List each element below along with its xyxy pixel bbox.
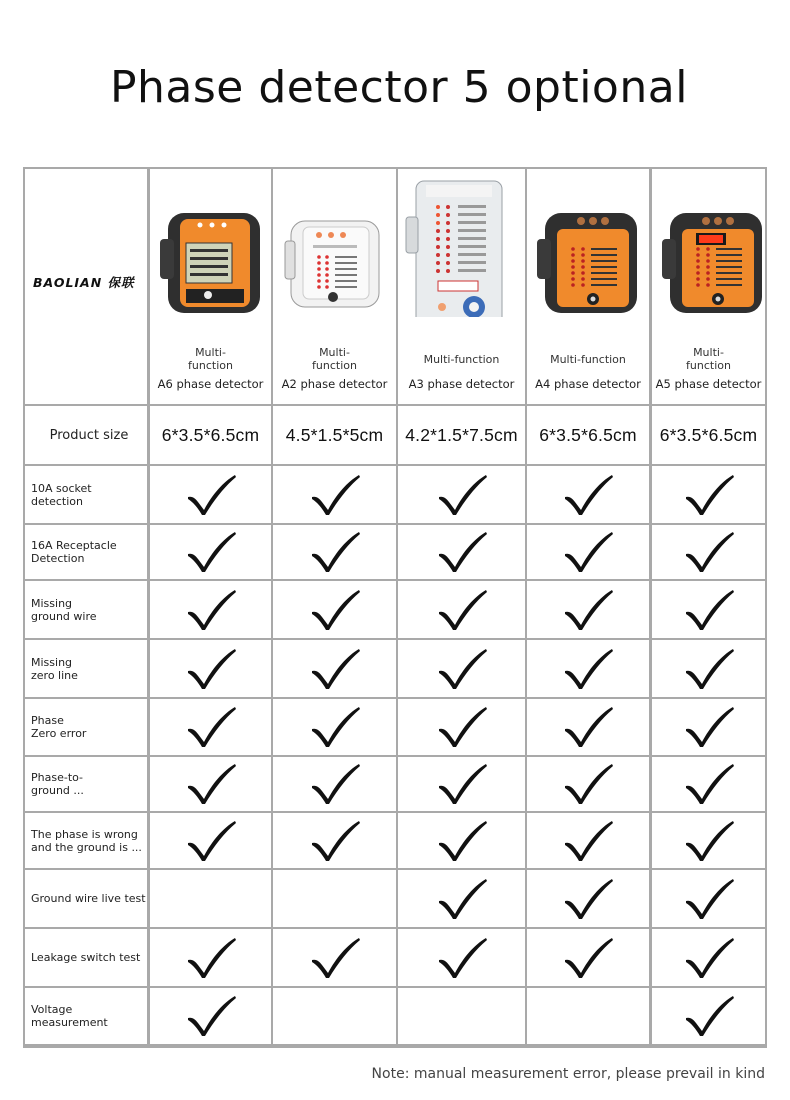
product-name: A4 phase detector — [535, 377, 641, 391]
feature-cell — [652, 581, 765, 638]
checkmark-icon — [562, 819, 614, 863]
feature-cell — [398, 870, 525, 927]
product-header-2 — [273, 169, 396, 404]
feature-cell — [527, 870, 649, 927]
feature-cell — [652, 466, 765, 523]
feature-cell — [527, 757, 649, 811]
checkmark-icon — [562, 936, 614, 980]
feature-cell — [398, 466, 525, 523]
checkmark-icon — [309, 936, 361, 980]
checkmark-icon — [562, 588, 614, 632]
feature-cell — [652, 757, 765, 811]
checkmark-icon — [683, 473, 735, 517]
feature-cell — [150, 988, 271, 1044]
feature-cell — [652, 699, 765, 755]
feature-cell — [273, 813, 396, 868]
feature-cell — [652, 813, 765, 868]
checkmark-icon — [683, 819, 735, 863]
checkmark-icon — [562, 705, 614, 749]
checkmark-icon — [562, 762, 614, 806]
product-description: Multi- function — [312, 346, 357, 372]
feature-cell — [398, 813, 525, 868]
feature-cell — [527, 699, 649, 755]
feature-label: 16A Receptacle Detection — [25, 525, 147, 579]
checkmark-icon — [562, 877, 614, 921]
feature-label: The phase is wrong and the ground is ... — [25, 813, 147, 868]
product-description: Multi-function — [550, 353, 626, 366]
feature-cell — [273, 870, 396, 927]
checkmark-icon — [309, 588, 361, 632]
checkmark-icon — [185, 530, 237, 574]
product-header-1 — [150, 169, 271, 404]
checkmark-icon — [436, 762, 488, 806]
checkmark-icon — [185, 473, 237, 517]
feature-cell — [527, 525, 649, 579]
feature-cell — [273, 988, 396, 1044]
feature-cell — [527, 581, 649, 638]
checkmark-icon — [683, 877, 735, 921]
product-description: Multi- function — [686, 346, 731, 372]
checkmark-icon — [683, 647, 735, 691]
page-title: Phase detector 5 optional — [110, 62, 688, 113]
feature-label: Ground wire live test — [25, 870, 147, 927]
product-image — [275, 177, 393, 317]
product-size-label: Product size — [25, 406, 147, 464]
checkmark-icon — [436, 647, 488, 691]
feature-cell — [273, 699, 396, 755]
feature-cell — [150, 757, 271, 811]
checkmark-icon — [185, 705, 237, 749]
checkmark-icon — [683, 588, 735, 632]
checkmark-icon — [309, 705, 361, 749]
feature-cell — [150, 870, 271, 927]
product-size-value: 6*3.5*6.5cm — [652, 406, 765, 464]
checkmark-icon — [683, 705, 735, 749]
product-image — [654, 177, 765, 317]
feature-cell — [150, 581, 271, 638]
checkmark-icon — [436, 936, 488, 980]
feature-cell — [150, 525, 271, 579]
checkmark-icon — [562, 473, 614, 517]
checkmark-icon — [185, 762, 237, 806]
footnote: Note: manual measurement error, please prevail in kind — [371, 1066, 765, 1082]
feature-cell — [273, 757, 396, 811]
product-image — [400, 177, 518, 317]
feature-label: Voltage measurement — [25, 988, 147, 1044]
feature-label: Missing ground wire — [25, 581, 147, 638]
product-header-5 — [652, 169, 765, 404]
checkmark-icon — [436, 530, 488, 574]
product-image — [152, 177, 270, 317]
product-name: A5 phase detector — [655, 377, 762, 391]
product-header-3 — [398, 169, 525, 404]
checkmark-icon — [436, 588, 488, 632]
feature-cell — [652, 640, 765, 697]
feature-cell — [652, 870, 765, 927]
checkmark-icon — [185, 588, 237, 632]
feature-cell — [273, 525, 396, 579]
feature-cell — [273, 929, 396, 986]
checkmark-icon — [185, 647, 237, 691]
product-size-value: 6*3.5*6.5cm — [150, 406, 271, 464]
checkmark-icon — [436, 819, 488, 863]
product-name: A2 phase detector — [281, 377, 388, 391]
checkmark-icon — [436, 705, 488, 749]
feature-cell — [527, 813, 649, 868]
checkmark-icon — [309, 819, 361, 863]
product-description: Multi-function — [423, 353, 500, 366]
feature-cell — [527, 988, 649, 1044]
checkmark-icon — [683, 530, 735, 574]
product-name: A6 phase detector — [157, 377, 264, 391]
checkmark-icon — [562, 530, 614, 574]
feature-cell — [150, 929, 271, 986]
feature-cell — [652, 988, 765, 1044]
feature-cell — [398, 525, 525, 579]
feature-label: Phase-to- ground ... — [25, 757, 147, 811]
feature-cell — [398, 988, 525, 1044]
checkmark-icon — [185, 994, 237, 1038]
product-size-value: 6*3.5*6.5cm — [527, 406, 649, 464]
checkmark-icon — [309, 647, 361, 691]
feature-cell — [150, 813, 271, 868]
feature-label: Leakage switch test — [25, 929, 147, 986]
checkmark-icon — [185, 936, 237, 980]
feature-cell — [398, 640, 525, 697]
checkmark-icon — [562, 647, 614, 691]
feature-cell — [527, 466, 649, 523]
product-size-value: 4.2*1.5*7.5cm — [398, 406, 525, 464]
feature-cell — [398, 929, 525, 986]
feature-cell — [398, 581, 525, 638]
feature-cell — [398, 757, 525, 811]
feature-cell — [527, 929, 649, 986]
checkmark-icon — [683, 994, 735, 1038]
product-image — [529, 177, 647, 317]
product-description: Multi- function — [188, 346, 233, 372]
comparison-table — [23, 167, 767, 1048]
feature-cell — [527, 640, 649, 697]
product-header-4 — [527, 169, 649, 404]
checkmark-icon — [436, 473, 488, 517]
product-size-value: 4.5*1.5*5cm — [273, 406, 396, 464]
feature-cell — [652, 525, 765, 579]
checkmark-icon — [309, 530, 361, 574]
feature-cell — [273, 640, 396, 697]
checkmark-icon — [309, 473, 361, 517]
feature-cell — [150, 640, 271, 697]
feature-cell — [150, 466, 271, 523]
feature-label: Phase Zero error — [25, 699, 147, 755]
checkmark-icon — [185, 819, 237, 863]
brand-cell — [25, 169, 147, 404]
brand-logo: BAOLIAN 保联 — [33, 275, 135, 290]
feature-cell — [273, 581, 396, 638]
checkmark-icon — [683, 762, 735, 806]
checkmark-icon — [683, 936, 735, 980]
feature-cell — [652, 929, 765, 986]
feature-cell — [398, 699, 525, 755]
feature-cell — [273, 466, 396, 523]
feature-label: 10A socket detection — [25, 466, 147, 523]
checkmark-icon — [309, 762, 361, 806]
feature-label: Missing zero line — [25, 640, 147, 697]
checkmark-icon — [436, 877, 488, 921]
feature-cell — [150, 699, 271, 755]
product-name: A3 phase detector — [408, 377, 515, 391]
